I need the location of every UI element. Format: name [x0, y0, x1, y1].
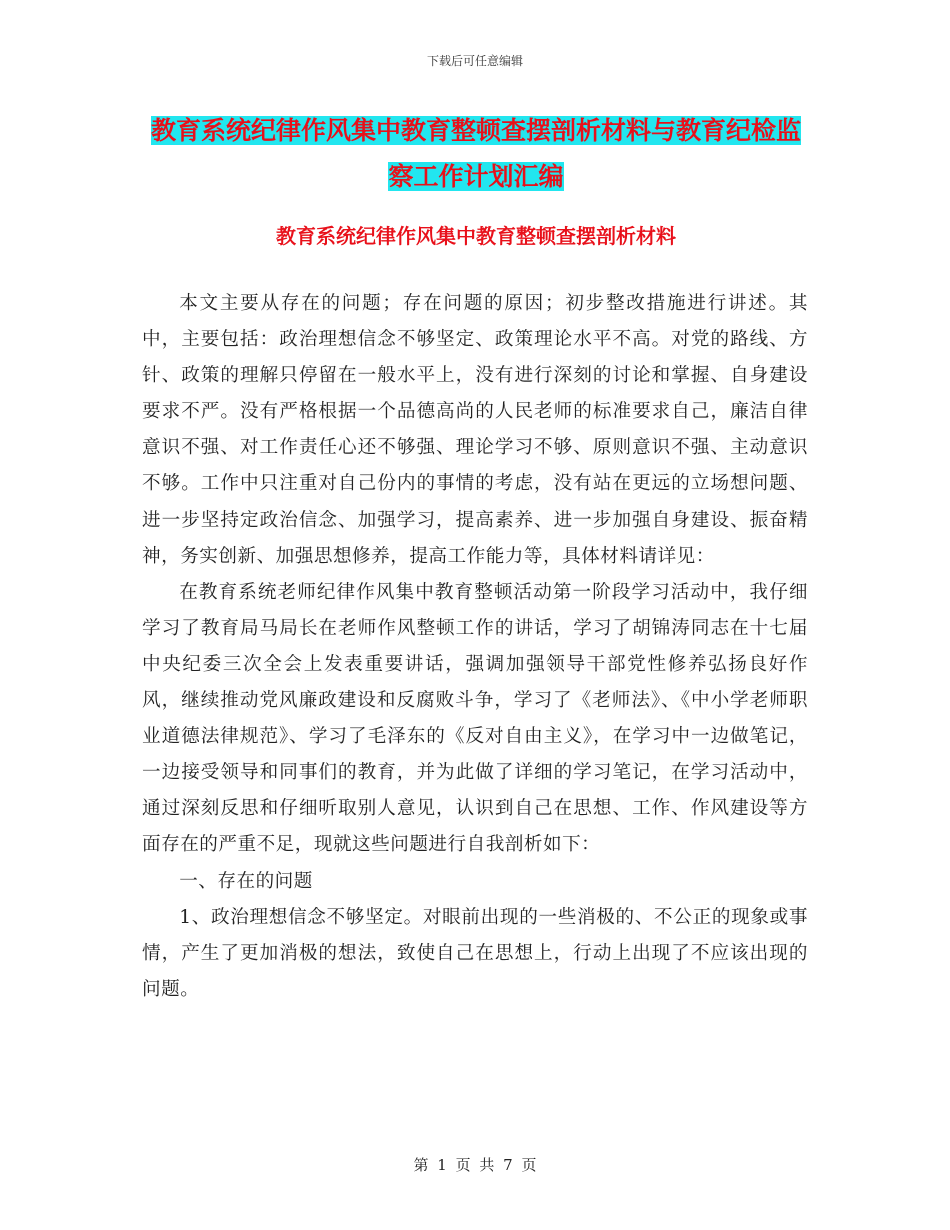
paragraph: 1、政治理想信念不够坚定。对眼前出现的一些消极的、不公正的现象或事情，产生了更加消极的想法，致使自己在思想上，行动上出现了不应该出现的问题。 [142, 906, 808, 1000]
page-footer: 第 1 页 共 7 页 [413, 1156, 537, 1174]
header-note: 下载后可任意编辑 [426, 54, 523, 68]
document-title [142, 108, 810, 200]
document-body [142, 286, 808, 1008]
document-title-text: 教育系统纪律作风集中教育整顿查摆剖析材料与教育纪检监察工作计划汇编 [150, 116, 801, 191]
paragraph: 在教育系统老师纪律作风集中教育整顿活动第一阶段学习活动中，我仔细学习了教育局马局长在老师作风整顿工作的讲话，学习了胡锦涛同志在十七届中央纪委三次全会上发表重要讲话，强调加强领导干部党性修养弘扬良好作风，继续推动党风廉政建设和反腐败斗争，学习了《老师法》、《中小学老师职业道德法律规范》、学习了毛泽东的《反对自由主义》，在学习中一边做笔记，一边接受领导和同事们的教育，并为此做了详细的学习笔记，在学习活动中，通过深刻反思和仔细听取别人意见，认识到自己在思想、工作、作风建设等方面存在的严重不足，现就这些问题进行自我剖析如下： [142, 581, 808, 856]
heading-paragraph: 一、存在的问题 [179, 870, 313, 892]
section-title: 教育系统纪律作风集中教育整顿查摆剖析材料 [276, 224, 676, 248]
paragraph: 本文主要从存在的问题；存在问题的原因；初步整改措施进行讲述。其中，主要包括：政治理想信念不够坚定、政策理论水平不高。对党的路线、方针、政策的理解只停留在一般水平上，没有进行深刻的讨论和掌握、自身建设要求不严。没有严格根据一个品德高尚的人民老师的标准要求自己，廉洁自律意识不强、对工作责任心还不够强、理论学习不够、原则意识不强、主动意识不够。工作中只注重对自己份内的事情的考虑，没有站在更远的立场想问题、进一步坚持定政治信念、加强学习，提高素养、进一步加强自身建设、振奋精神，务实创新、加强思想修养，提高工作能力等，具体材料请详见： [142, 293, 808, 567]
